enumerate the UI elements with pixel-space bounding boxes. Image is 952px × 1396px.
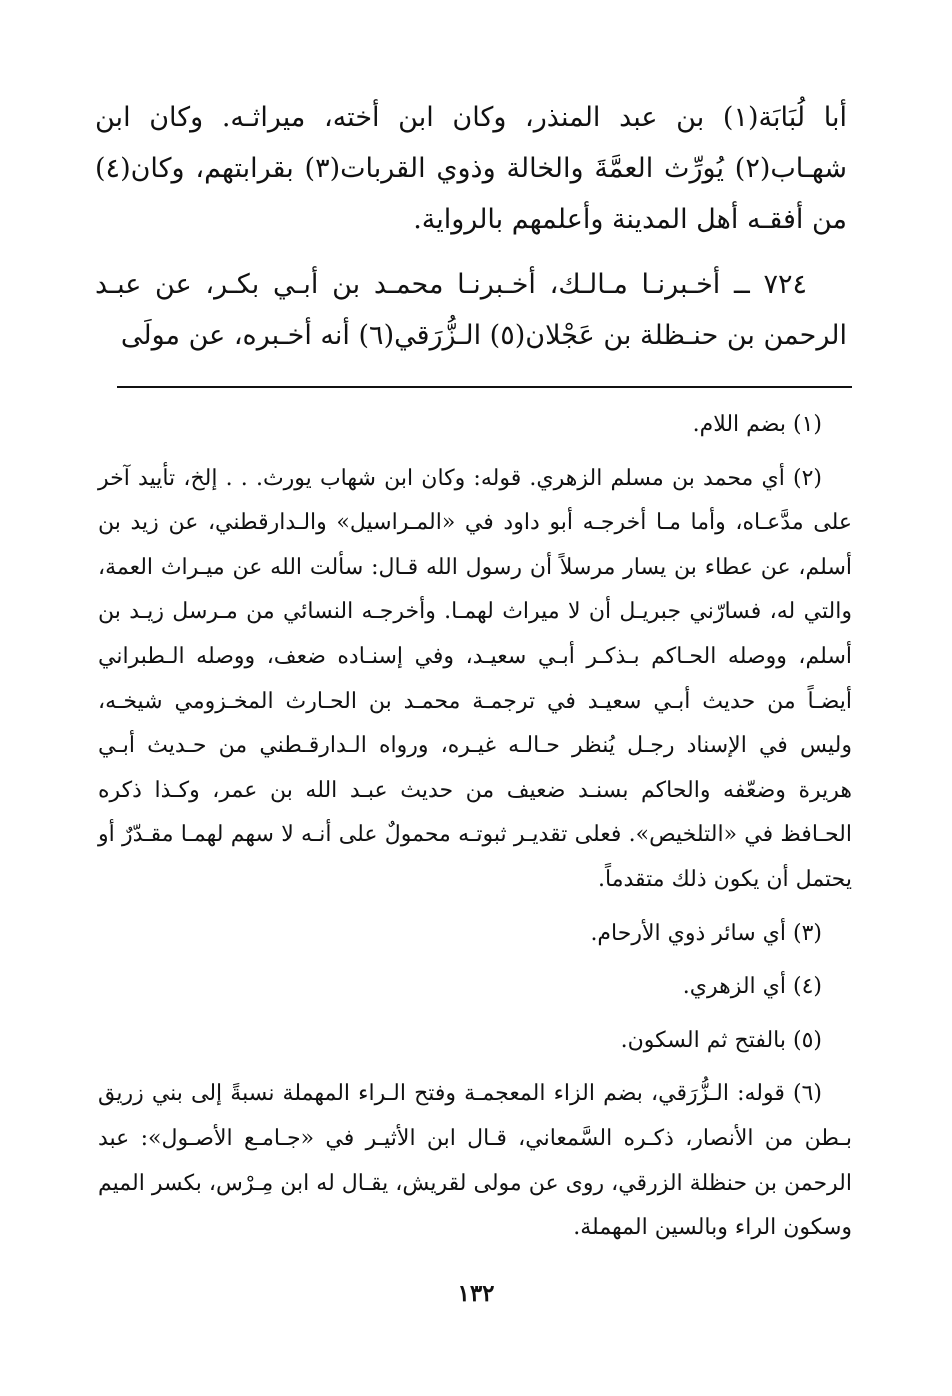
footnote-divider	[117, 386, 852, 388]
hadith-paragraph: ٧٢٤ ــ أخـبرنـا مـالـك، أخـبرنـا محمـد بن أبـي بكـر، عن عبـد الرحمن بن حنـظلة بن عَجْلان(٥) الـزُّرَقي(٦) أنه أخـبره، عن مولَى	[95, 269, 847, 351]
footnote-6: (٦) قوله: الـزُّرَقي، بضم الزاء المعجمـة وفتح الـراء المهملة نسبةً إلى بني زريق بـطن من الأنصار، ذكـره السَّمعاني، قـال ابن الأثيـر في «جـامـع الأصـول»: عبد الرحمن بن حنظلة الزرقي، روى عن مولى لقريش، يقـال له ابن مِـرْس، بكسر الميم وسكون الراء وبالسين المهملة.	[98, 1081, 852, 1241]
footnote-1: (١) بضم اللام.	[692, 412, 822, 437]
footnote-5: (٥) بالفتح ثم السكون.	[620, 1027, 822, 1053]
footnotes	[98, 403, 852, 1251]
footnote-4: (٤) أي الزهري.	[682, 974, 822, 1000]
main-text	[95, 92, 847, 361]
main-paragraph: أبا لُبَابَة(١) بن عبد المنذر، وكان ابن أخته، ميراثـه. وكان ابن شهـاب(٢) يُورِّث العمَّةَ والخالة وذوي القربات(٣) بقرابتهم، وكان(٤) من أفقـه أهل المدينة وأعلمهم بالرواية.	[95, 102, 847, 235]
footnote-3: (٣) أي سائر ذوي الأرحام.	[590, 920, 822, 946]
footnote-2: (٢) أي محمد بن مسلم الزهري. قوله: وكان ابن شهاب يورث. . . إلخ، تأييد آخر على مدَّعـاه، وأما مـا أخرجـه أبو داود في «المـراسيل» والـدارقطني، عن زيد بن أسلم، عن عطاء بن يسار مرسلاً أن رسول الله قـال: سألت الله عن ميـراث العمة، والتي له، فسارّني جبريـل أن لا ميراث لهمـا. وأخرجـه النسائي من مـرسل زيـد بن أسلم، ووصله الحـاكم بـذكـر أبـي سعيـد، وفي إسنـاده ضعف، ووصله الـطبراني أيضـاً من حديث أبـي سعيـد في ترجمـة محمـد بن الحـارث المخـزومي شيخـه، وليس في الإسناد رجـل يُنظر حـالـه غيـره، ورواه الـدارقـطني من حـديث أبـي هريرة وضعّفه والحاكم بسنـد ضعيف من حديث عبـد الله بن عمر، وكـذا ذكره الحـافظ في «التلخيص». فعلى تقديـر ثبوتـه محمولٌ على أنـه لا سهم لهمـا مقـدّرٌ أو يحتمل أن يكون ذلك متقدماً.	[98, 465, 852, 892]
page-number: ١٣٢	[457, 1280, 495, 1307]
